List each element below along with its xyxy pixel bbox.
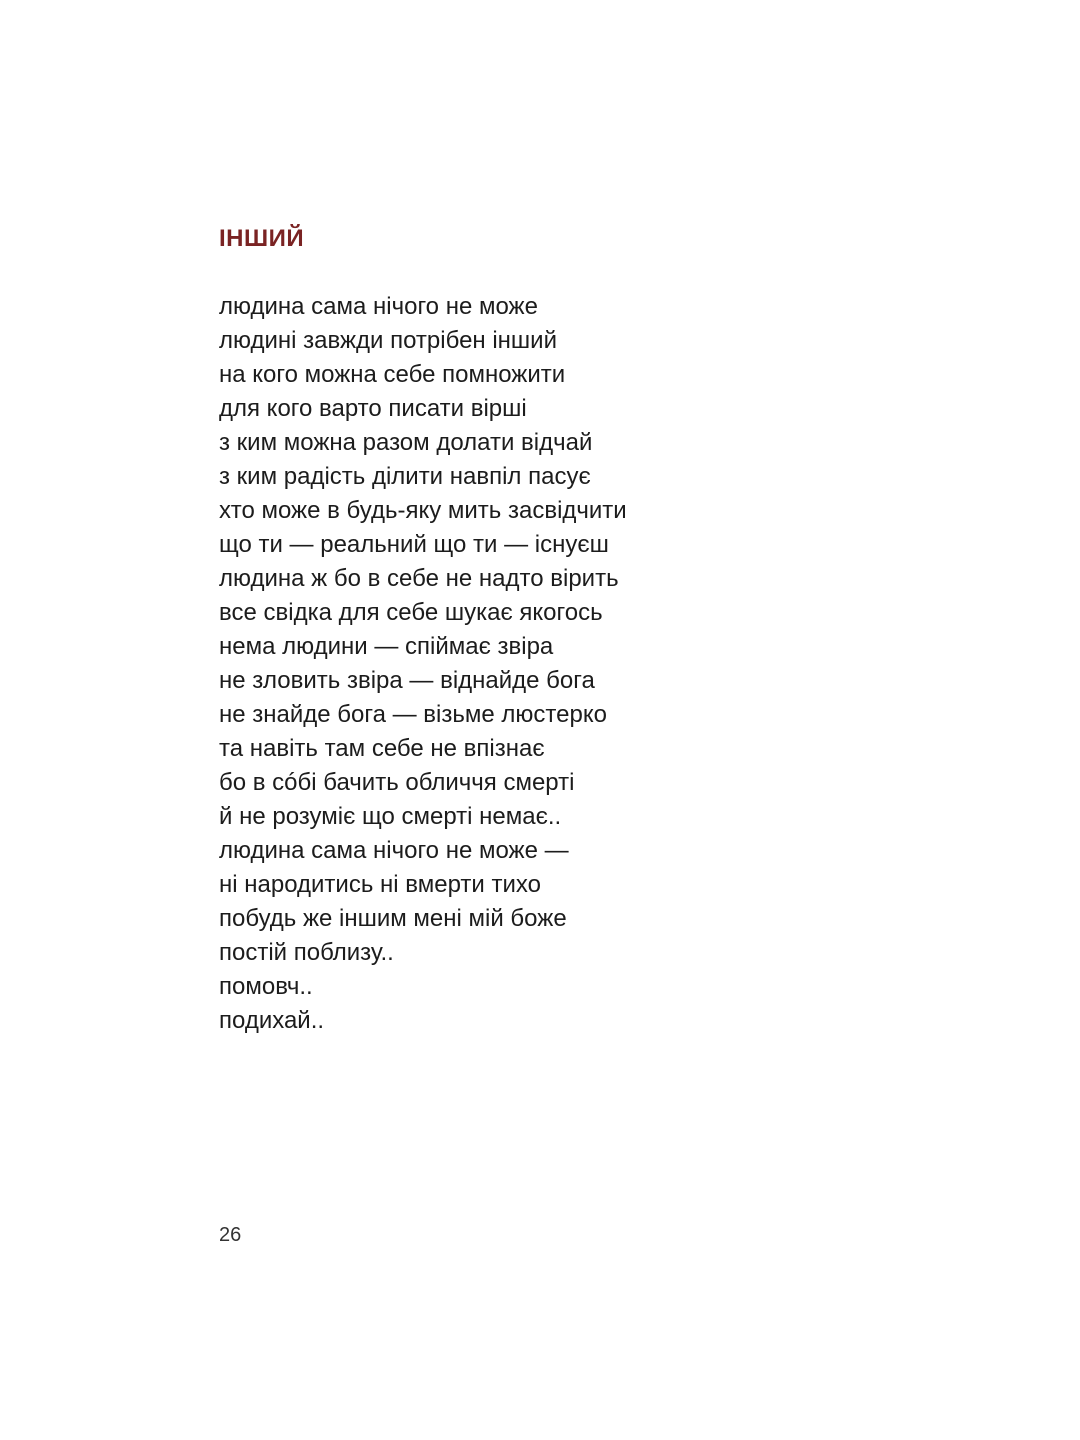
poem-line: з ким радість ділити навпіл пасує (219, 463, 591, 490)
poem-line: людина ж бо в себе не надто вірить (219, 565, 619, 592)
poem-line: не зловить звіра — віднайде бога (219, 667, 595, 694)
poem-line: подихай.. (219, 1007, 325, 1034)
poem-line: та навіть там себе не впізнає (219, 735, 545, 762)
poem-line: й не розуміє що смерті немає.. (219, 803, 562, 830)
poem-line: побудь же іншим мені мій боже (219, 905, 567, 932)
poem-line: постій поблизу.. (219, 939, 394, 966)
poem-line: нема людини — спіймає звіра (219, 633, 554, 660)
poem-line: людина сама нічого не може — (219, 837, 569, 864)
poem-body (219, 290, 627, 1038)
poem-line: людина сама нічого не може (219, 293, 538, 320)
poem-line: що ти — реальний що ти — існуєш (219, 531, 609, 558)
poem-line: з ким можна разом долати відчай (219, 429, 593, 456)
poem-line: все свідка для себе шукає якогось (219, 599, 603, 626)
poem-line: помовч.. (219, 973, 313, 1000)
poem-line: хто може в будь-яку мить засвідчити (219, 497, 627, 524)
poem-line: ні народитись ні вмерти тихо (219, 871, 541, 898)
poem-title: ІНШИЙ (219, 225, 305, 252)
poem-line: бо в сóбі бачить обличчя смерті (219, 769, 575, 796)
poem-line: людині завжди потрібен інший (219, 327, 557, 354)
page-number: 26 (219, 1224, 242, 1246)
poem-line: не знайде бога — візьме люстерко (219, 701, 607, 728)
poem-line: для кого варто писати вірші (219, 395, 527, 422)
poem-line: на кого можна себе помножити (219, 361, 566, 388)
